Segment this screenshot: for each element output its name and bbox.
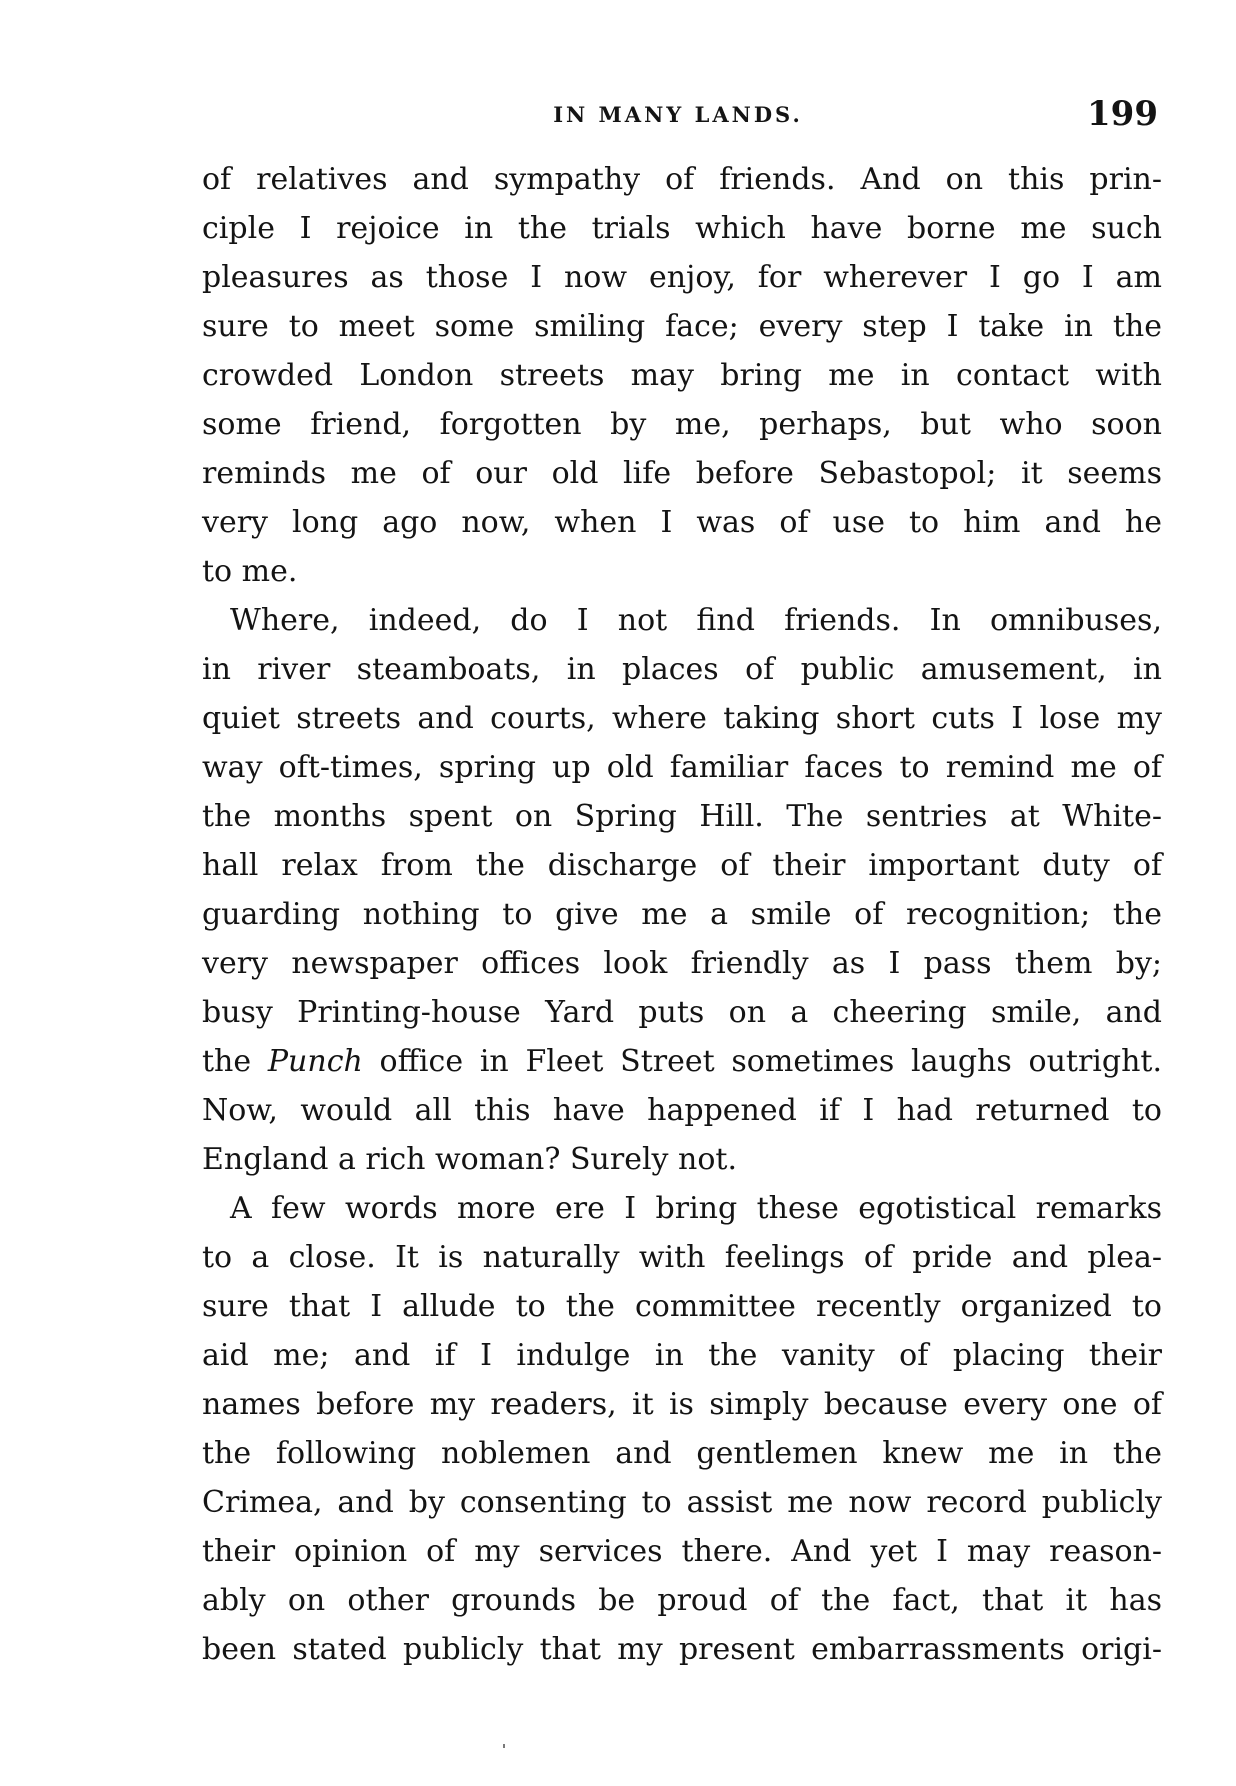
text-line: ably on other grounds be proud of the fact, that it has — [202, 1583, 1162, 1618]
text-line: A few words more ere I bring these egotistical remarks — [230, 1191, 1162, 1226]
punch-italic: Punch — [267, 1044, 363, 1079]
text-line: been stated publicly that my present embarrassments origi- — [202, 1632, 1162, 1667]
text-line: quiet streets and courts, where taking short cuts I lose my — [202, 701, 1162, 736]
text-line: Now, would all this have happened if I had returned to — [202, 1093, 1162, 1128]
text-line: sure to meet some smiling face; every step I take in the — [202, 309, 1162, 344]
text-line: sure that I allude to the committee recently organized to — [202, 1289, 1162, 1324]
text-line-punch — [202, 1037, 1162, 1086]
running-title: IN MANY LANDS. — [553, 102, 803, 127]
text-line: names before my readers, it is simply because every one of — [202, 1387, 1162, 1422]
text-line: reminds me of our old life before Sebastopol; it seems — [202, 456, 1162, 491]
text-line: way oft-times, spring up old familiar faces to remind me of — [202, 750, 1162, 785]
text-line: ciple I rejoice in the trials which have borne me such — [202, 211, 1162, 246]
text-line: the months spent on Spring Hill. The sentries at White- — [202, 799, 1162, 834]
text-line: some friend, forgotten by me, perhaps, but who soon — [202, 407, 1162, 442]
text-line: busy Printing-house Yard puts on a cheering smile, and — [202, 995, 1162, 1030]
text-fragment: the — [202, 1044, 268, 1079]
text-line: very newspaper offices look friendly as I pass them by; — [202, 946, 1162, 981]
running-head — [198, 94, 1158, 146]
body-text — [202, 155, 1162, 1674]
text-line: their opinion of my services there. And yet I may reason- — [202, 1534, 1162, 1569]
text-line: of relatives and sympathy of friends. And on this prin- — [202, 162, 1162, 197]
text-line: crowded London streets may bring me in contact with — [202, 358, 1162, 393]
text-line: the following noblemen and gentlemen knew me in the — [202, 1436, 1162, 1471]
text-line: hall relax from the discharge of their important duty of — [202, 848, 1162, 883]
text-line: in river steamboats, in places of public amusement, in — [202, 652, 1162, 687]
text-line: to me. — [202, 554, 298, 589]
text-line: Crimea, and by consenting to assist me now record publicly — [202, 1485, 1162, 1520]
text-line: guarding nothing to give me a smile of recognition; the — [202, 897, 1162, 932]
text-line: pleasures as those I now enjoy, for wherever I go I am — [202, 260, 1162, 295]
text-line: very long ago now, when I was of use to him and he — [202, 505, 1162, 540]
page-number: 199 — [1087, 94, 1158, 134]
text-line: England a rich woman? Surely not. — [202, 1142, 738, 1177]
text-line: aid me; and if I indulge in the vanity of placing their — [202, 1338, 1162, 1373]
ink-speck — [503, 1744, 505, 1748]
text-line: Where, indeed, do I not find friends. In omnibuses, — [230, 603, 1162, 638]
text-line: to a close. It is naturally with feelings of pride and plea- — [202, 1240, 1162, 1275]
text-fragment: office in Fleet Street sometimes laughs outright. — [362, 1044, 1162, 1079]
